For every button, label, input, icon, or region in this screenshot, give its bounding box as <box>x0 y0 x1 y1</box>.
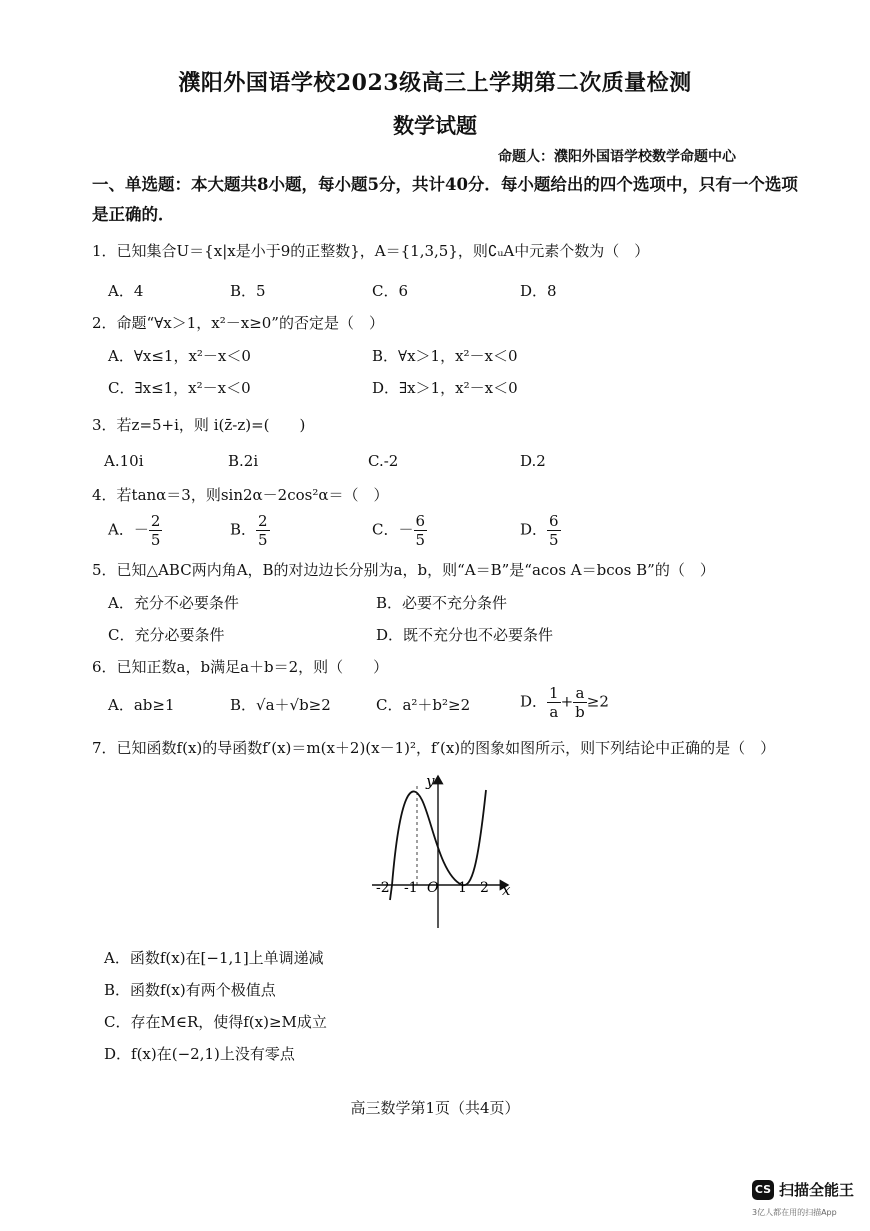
q4-option-b-label: B． <box>230 520 257 539</box>
page-footer: 高三数学第1页（共4页） <box>350 1099 520 1117</box>
x-label: x <box>502 881 511 899</box>
q6-d-den1: a <box>549 703 559 721</box>
q7-option-b: B．函数f(x)有两个极值点 <box>104 981 276 999</box>
q3-option-c: C.-2 <box>368 452 399 470</box>
q3-option-b: B.2i <box>228 452 259 470</box>
q4-option-c-fraction <box>414 512 428 549</box>
origin-label: O <box>427 880 439 896</box>
q6-option-a: A．ab≥1 <box>108 696 175 714</box>
q4-d-denominator: 5 <box>549 531 559 549</box>
q4-option-a-fraction <box>149 512 163 549</box>
brand-name: 扫描全能王 <box>779 1181 855 1199</box>
exam-title: 濮阳外国语学校2023级高三上学期第二次质量检测 <box>178 70 692 96</box>
q6-option-d-label: D． <box>520 692 548 711</box>
q6-d-den2: b <box>575 703 585 721</box>
q4-a-denominator: 5 <box>150 531 161 549</box>
q4-b-numerator: 2 <box>258 512 268 530</box>
curve <box>392 790 486 885</box>
q4-c-denominator: 5 <box>415 531 426 549</box>
exam-subtitle: 数学试题 <box>393 113 477 138</box>
question-6-stem: 6．已知正数a，b满足a＋b＝2，则（ ） <box>92 658 389 676</box>
q1-option-b: B．5 <box>230 282 266 300</box>
q6-d-num1: 1 <box>549 684 559 702</box>
q2-option-d: D．∃x＞1，x²－x＜0 <box>372 379 518 397</box>
question-2-stem: 2．命题“∀x＞1，x²－x≥0”的否定是（ ） <box>92 314 384 332</box>
question-1-stem: 1．已知集合U＝{x|x是小于9的正整数}，A＝{1,3,5}，则∁ᵤA中元素个数为（ ） <box>92 242 650 260</box>
q6-d-tail: ≥2 <box>586 692 609 711</box>
q4-option-c <box>372 512 427 549</box>
q4-option-c-label: C． <box>372 520 399 539</box>
q5-option-d: D．既不充分也不必要条件 <box>376 626 554 644</box>
q6-option-c: C．a²＋b²≥2 <box>376 696 471 714</box>
q2-option-c: C．∃x≤1，x²－x＜0 <box>108 379 251 397</box>
q4-a-numerator: 2 <box>150 512 161 530</box>
q4-option-b <box>230 512 270 549</box>
q6-d-plus: + <box>560 692 574 711</box>
q6-d-num2: a <box>573 684 587 703</box>
question-5-stem: 5．已知△ABC两内角A，B的对边边长分别为a，b，则“A＝B”是“acos A＝bcos B”的（ ） <box>92 561 715 579</box>
q7-option-d: D．f(x)在(−2,1)上没有零点 <box>104 1045 295 1063</box>
camscanner-icon: CS <box>752 1180 774 1200</box>
tick-label-neg2: -2 <box>376 880 390 896</box>
q4-option-b-fraction <box>256 512 270 549</box>
question-7-stem: 7．已知函数f(x)的导函数f′(x)＝m(x＋2)(x－1)²，f′(x)的图象如图所示，则下列结论中正确的是（ ） <box>92 739 776 757</box>
q5-option-a: A．充分不必要条件 <box>108 594 239 612</box>
q4-option-a-sign: － <box>133 520 149 539</box>
q4-b-denominator: 5 <box>258 531 268 549</box>
q6-d-fraction-2 <box>573 684 587 721</box>
question-4-stem: 4．若tanα＝3，则sin2α－2cos²α＝（ ） <box>92 486 389 504</box>
q6-d-fraction-1 <box>547 684 561 721</box>
q4-option-d-fraction <box>547 512 561 549</box>
q4-option-a-label: A． <box>108 520 134 539</box>
q1-option-d: D．8 <box>520 282 557 300</box>
q2-option-b: B．∀x＞1，x²－x＜0 <box>372 347 518 365</box>
q7-option-a: A．函数f(x)在[−1,1]上单调递减 <box>104 949 324 967</box>
q5-option-c: C．充分必要条件 <box>108 626 225 644</box>
q4-option-d <box>520 512 561 549</box>
q4-d-numerator: 6 <box>549 512 559 530</box>
tick-label-2: 2 <box>480 880 489 896</box>
q4-option-d-label: D． <box>520 520 548 539</box>
q3-option-a: A.10i <box>104 452 144 470</box>
y-label: y <box>426 772 435 790</box>
author-line: 命题人：濮阳外国语学校数学命题中心 <box>498 149 736 165</box>
q1-option-a: A．4 <box>108 282 144 300</box>
tick-label-neg1: -1 <box>404 880 418 896</box>
q1-option-c: C．6 <box>372 282 409 300</box>
q4-option-c-sign: － <box>398 520 414 539</box>
q7-option-c: C．存在M∈R，使得f(x)≥M成立 <box>104 1013 327 1031</box>
curve-tail <box>390 885 392 900</box>
tick-label-1: 1 <box>458 880 467 896</box>
brand-tagline: 3亿人都在用的扫描App <box>752 1208 837 1217</box>
q4-option-a <box>108 512 162 549</box>
q6-option-b: B．√a＋√b≥2 <box>230 696 331 714</box>
question-3-stem: 3．若z=5+i，则 i(z̄-z)=( ) <box>92 416 306 434</box>
q2-option-a: A．∀x≤1，x²－x＜0 <box>108 347 251 365</box>
q5-option-b: B．必要不充分条件 <box>376 594 508 612</box>
section-heading: 一、单选题：本大题共8小题，每小题5分，共计40分．每小题给出的四个选项中，只有一个选项是正确的． <box>92 175 798 224</box>
derivative-graph <box>360 770 520 930</box>
q4-c-numerator: 6 <box>415 512 426 530</box>
scanner-watermark <box>752 1178 862 1224</box>
q6-option-d <box>520 684 609 721</box>
q3-option-d: D.2 <box>520 452 546 470</box>
